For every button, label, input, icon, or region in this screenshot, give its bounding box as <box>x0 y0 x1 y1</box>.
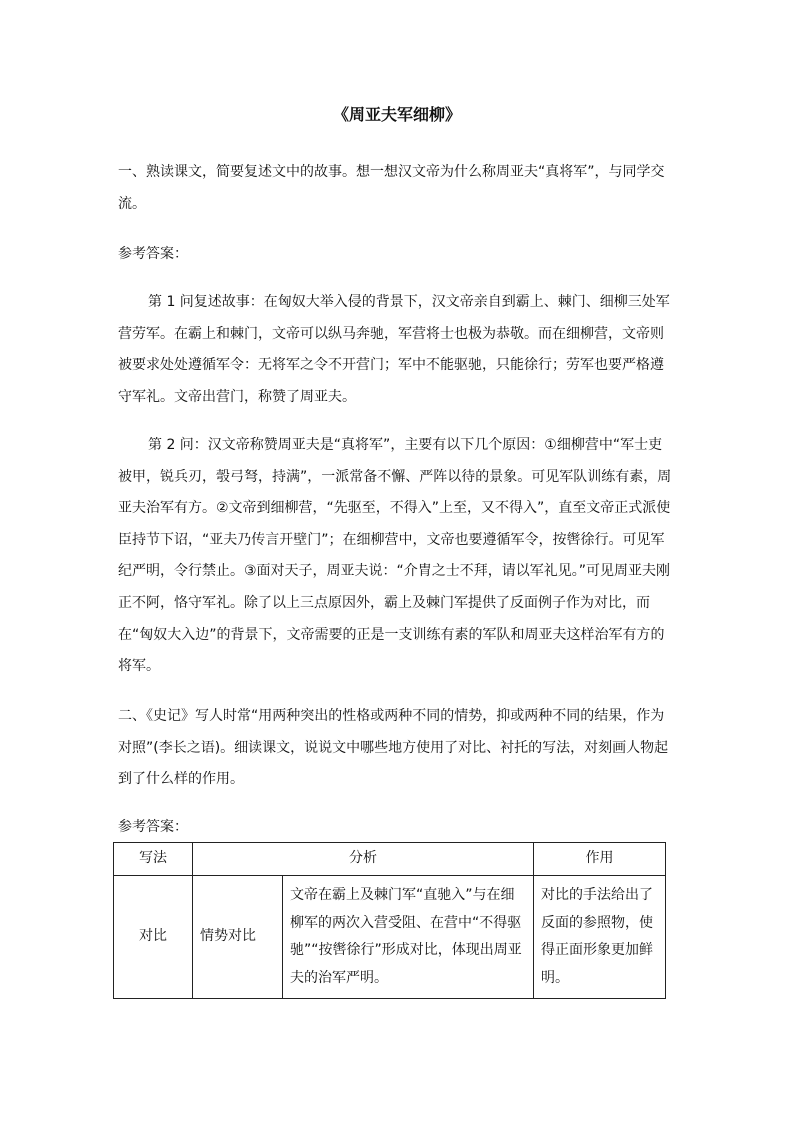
cell-effect: 对比的手法给出了反面的参照物，使得正面形象更加鲜明。 <box>534 876 666 999</box>
cell-type: 情势对比 <box>193 876 283 999</box>
header-method: 写法 <box>114 843 193 876</box>
cell-analysis: 文帝在霸上及棘门军“直驰入”与在细柳军的两次入营受阻、在营中“不得驱驰”“按辔徐行”形成对比，体现出周亚夫的治军严明。 <box>283 876 534 999</box>
header-analysis: 分析 <box>193 843 534 876</box>
question-2: 二、《史记》写人时常“用两种突出的性格或两种不同的情势，抑或两种不同的结果，作为对照”(李长之语)。细读课文，说说文中哪些地方使用了对比、衬托的写法，对刻画人物起到了什么样的作用。 <box>118 708 669 788</box>
answer-label-2: 参考答案： <box>118 819 188 835</box>
answer-label-1: 参考答案： <box>118 246 188 262</box>
question-1: 一、熟读课文，简要复述文中的故事。想一想汉文帝为什么称周亚夫“真将军”，与同学交流。 <box>118 164 665 212</box>
answer-1-paragraph-1: 第 1 问复述故事：在匈奴大举入侵的背景下，汉文帝亲自到霸上、棘门、细柳三处军营劳军。在霸上和棘门，文帝可以纵马奔驰，军营将士也极为恭敬。而在细柳营，文帝则被要求处处遵循军令：无将军之令不开营门；军中不能驱驰，只能徐行；劳军也要严格遵守军礼。文帝出营门，称赞了周亚夫。 <box>118 294 670 405</box>
answer-1-paragraph-2: 第 2 问：汉文帝称赞周亚夫是“真将军”，主要有以下几个原因：①细柳营中“军士吏被甲，锐兵刃，彀弓弩，持满”，一派常备不懈、严阵以待的景象。可见军队训练有素，周亚夫治军有方。②文帝到细柳营，“先驱至，不得入”上至，又不得入”，直至文帝正式派使臣持节下诏，“亚夫乃传言开壁门”；在细柳营中，文帝也要遵循军令，按辔徐行。可见军纪严明，令行禁止。③面对天子，周亚夫说：“介胄之士不拜，请以军礼见。”可见周亚夫刚正不阿，恪守军礼。除了以上三点原因外，霸上及棘门军提供了反面例子作为对比，而在“匈奴大入边”的背景下，文帝需要的正是一支训练有素的军队和周亚夫这样治军有方的将军。 <box>118 437 672 675</box>
table-header-row <box>114 843 666 876</box>
document-title: 《周亚夫军细柳》 <box>332 105 461 124</box>
header-effect: 作用 <box>534 843 666 876</box>
cell-method: 对比 <box>114 876 193 999</box>
table-row <box>114 876 666 999</box>
answer-table <box>113 842 666 999</box>
